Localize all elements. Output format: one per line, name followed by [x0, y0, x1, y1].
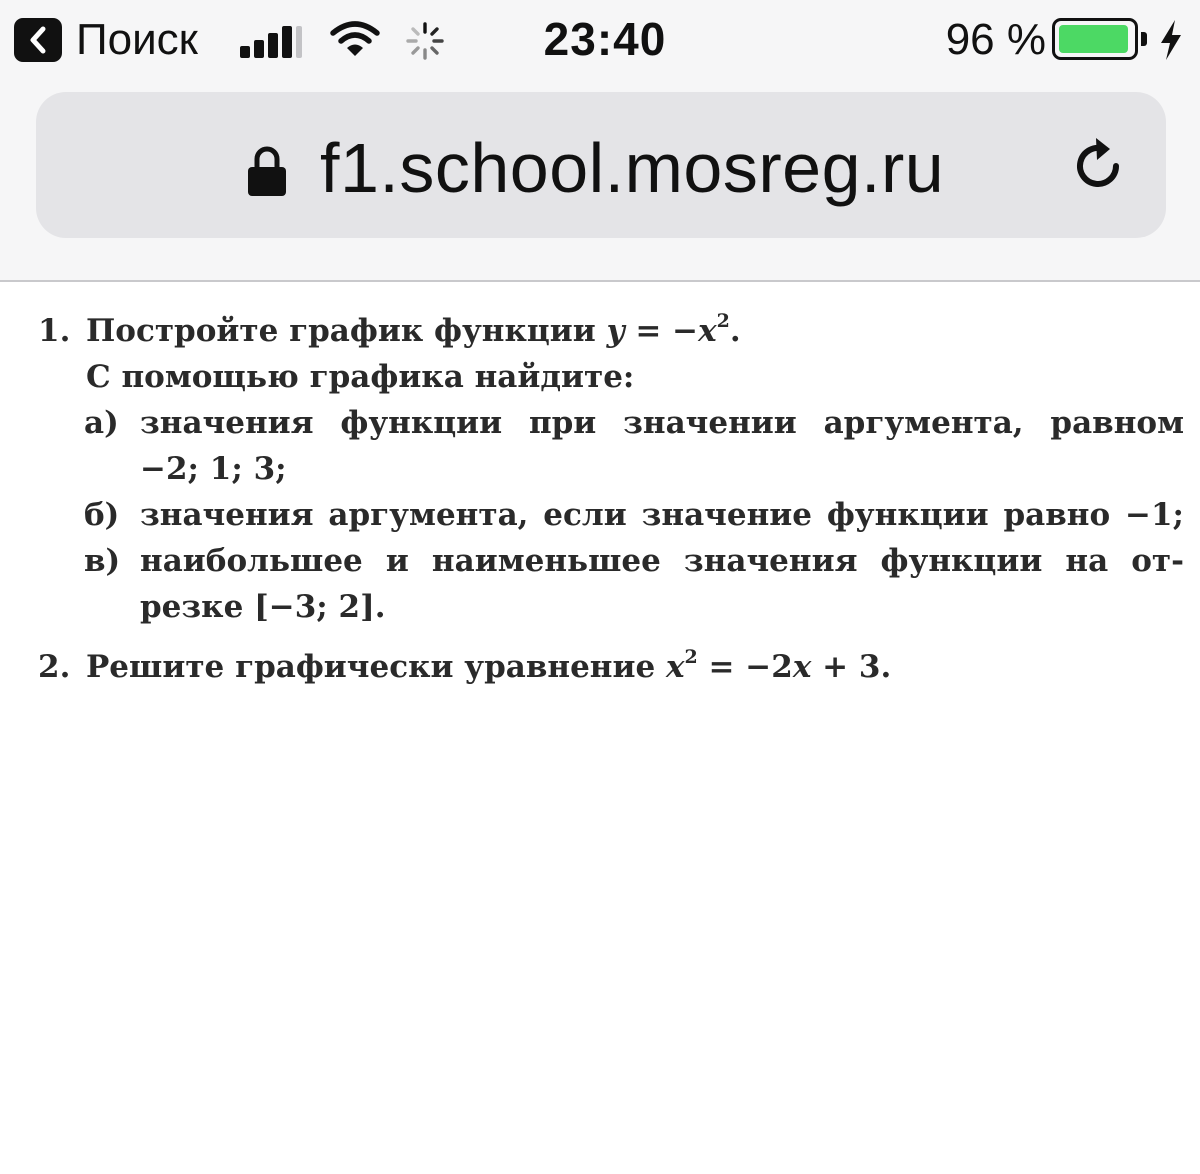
url-text[interactable]: f1.school.mosreg.ru — [320, 129, 945, 207]
item-label: в) — [84, 543, 121, 579]
math-tail: + 3. — [811, 649, 892, 685]
address-bar[interactable] — [36, 92, 1166, 238]
item-label: а) — [84, 405, 119, 441]
charging-bolt-icon — [1156, 18, 1186, 62]
browser-toolbar — [0, 82, 1200, 282]
status-bar — [0, 0, 1200, 82]
task-2-text — [86, 644, 891, 690]
item-a-line-1 — [140, 400, 1184, 446]
item-a-text-1: значения функции при значении аргумента, равном — [140, 405, 1184, 441]
task-intro: С помощью графика найдите: — [86, 359, 635, 395]
item-c-line-2: резке [−3; 2]. — [140, 589, 386, 625]
item-b-text-1: значения аргумента, если значение функции равно −1; — [140, 497, 1184, 533]
item-b-line-1 — [140, 492, 1184, 538]
battery-nub — [1141, 32, 1147, 46]
task-number: 1. — [38, 313, 71, 349]
math-var-x: x — [698, 313, 717, 349]
task-title-text: Постройте график функции — [86, 313, 607, 349]
task-title — [86, 308, 741, 354]
math-equals: = − — [624, 313, 699, 349]
item-c-line-1 — [140, 538, 1184, 584]
battery-level-fill — [1059, 25, 1128, 53]
wifi-icon — [330, 20, 380, 60]
signal-icon — [240, 24, 302, 58]
back-to-app-button[interactable] — [14, 18, 62, 62]
reload-icon[interactable] — [1066, 134, 1130, 198]
back-to-app-label[interactable]: Поиск — [76, 15, 198, 64]
lock-icon — [246, 144, 288, 198]
item-a-line-2: −2; 1; 3; — [140, 451, 287, 487]
math-var-y: y — [606, 313, 625, 349]
math-exponent: 2 — [716, 310, 730, 332]
math-period: . — [729, 313, 741, 349]
math-var-x: x — [666, 649, 685, 685]
task-2-sentence: Решите графически уравнение — [86, 649, 666, 685]
back-arrow-icon — [27, 25, 49, 55]
task-number: 2. — [38, 649, 71, 685]
activity-spinner-icon — [404, 20, 446, 62]
page-content — [0, 282, 1200, 1174]
item-c-text-1: наибольшее и наименьшее значения функции на от- — [140, 543, 1184, 579]
math-var-x: x — [792, 649, 812, 685]
battery-icon — [1052, 18, 1138, 60]
clock: 23:40 — [543, 13, 667, 65]
battery-percent: 96 % — [945, 15, 1046, 64]
item-label: б) — [84, 497, 120, 533]
math-equals: = −2 — [697, 649, 793, 685]
math-exponent: 2 — [684, 646, 698, 668]
